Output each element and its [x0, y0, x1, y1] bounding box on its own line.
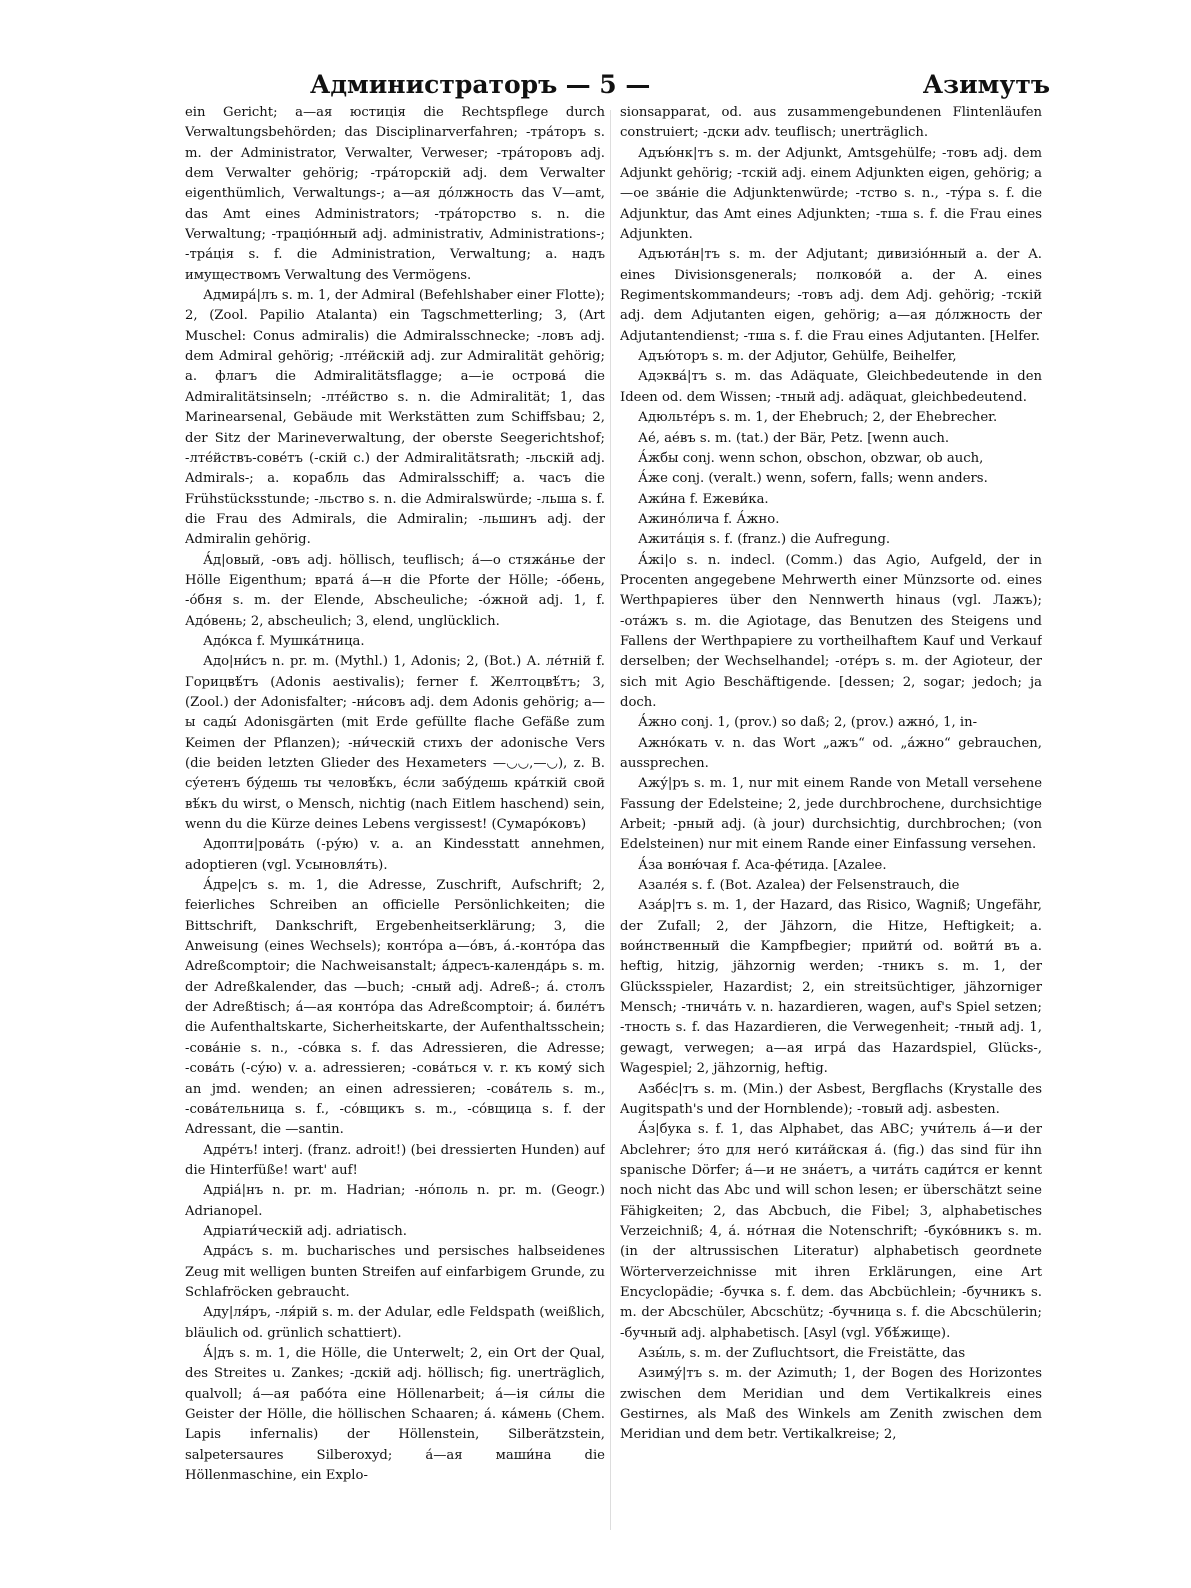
dictionary-entry: sionsapparat, od. aus zusammengebundenen Flintenläufen construiert; -дски adv. teuflisch; unerträglich. [620, 105, 1042, 141]
dictionary-entry: Ажита́ція s. f. (franz.) die Aufregung. [638, 532, 891, 548]
page-header [310, 66, 1050, 106]
dictionary-entry: Адріа́|нъ n. pr. m. Hadrian; -но́поль n. pr. m. (Geogr.) Adrianopel. [185, 1183, 605, 1219]
dictionary-entry: А́жно conj. 1, (prov.) so daß; 2, (prov.) ажно́, 1, in- [638, 715, 978, 731]
dictionary-entry: Адъю́торъ s. m. der Adjutor, Gehülfe, Beihelfer, [638, 349, 957, 365]
dictionary-entry: Адре́тъ! interj. (franz. adroit!) (bei dressierten Hunden) auf die Hinterfüße! wart' auf! [185, 1142, 605, 1178]
dictionary-entry: Ажино́лича f. А́жно. [638, 511, 780, 527]
dictionary-entry: Адюльте́ръ s. m. 1, der Ehebruch; 2, der Ehebrecher. [638, 410, 998, 426]
dictionary-entry: Адмира́|лъ s. m. 1, der Admiral (Befehlshaber einer Flotte); 2, (Zool. Papilio Atalanta) ein Tagschmetterling; 3, (Art Muschel: Conus admiralis) die Admiralsschnecke; -ловъ adj. dem Admiral gehörig; -лте́йскій adj. zur Admiralität gehörig; a. флагъ die Admiralitätsflagge; а—іе острова́ die Admiralitätsinseln; -лте́йство s. n. die Admiralität; 1, das Marinearsenal, Gebäude mit Werkstätten zum Schiffsbau; 2, der Sitz der Marineverwaltung, der oberste Seegerichtshof; -лте́йствъ-сове́тъ (-скій с.) der Admiralitätsrath; -льскій adj. Admirals-; а. корабль das Admiralsschiff; а. часъ die Frühstücksstunde; -льство s. n. die Admiralswürde; -льша s. f. die Frau des Admirals, die Admiralin; -льшинъ adj. der Admiralin gehörig. [185, 288, 605, 548]
dictionary-entry: А́за воню́чая f. Аса-фе́тида. [Azalee. [638, 857, 887, 873]
dictionary-entry: Адо|ни́съ n. pr. m. (Mythl.) 1, Adonis; 2, (Bot.) А. ле́тній f. Горицвѣ́тъ (Adonis aestivalis); ferner f. Желтоцвѣ́тъ; 3, (Zool.) der Adonisfalter; -ни́совъ adj. dem Adonis gehörig; а—ы сады́ Adonisgärten (mit Erde gefüllte flache Gefäße zum Keimen der Pflanzen); -ни́ческій стихъ der adonische Vers (die beiden letzten Glieder des Hexameters —◡◡,—◡), z. B. су́етенъ бу́дешь ты человѣ́къ, е́сли забу́дешь кра́ткій свой вѣ́къ du wirst, o Mensch, nichtig (nach Eitlem haschend) sein, wenn du die Kürze deines Lebens vergissest! (Сумаро́ковъ) [185, 654, 605, 833]
dictionary-entry: ein Gericht; а—ая юстиція die Rechtspflege durch Verwaltungsbehörden; das Disciplinarverfahren; -тра́торъ s. m. der Administrator, Verwalter, Verweser; -тра́торовъ adj. dem Verwalter gehörig; -тра́торскій adj. dem Verwalter eigenthümlich, Verwaltungs-; а—ая до́лжность das V—amt, das Amt eines Administrators; -тра́торство s. n. die Verwaltung; -траціо́нный adj. administrativ, Administrations-; -тра́ція s. f. die Administration, Verwaltung; a. надъ имуществомъ Verwaltung des Vermögens. [185, 105, 605, 283]
dictionary-entry: Адо́кса f. Мушка́тница. [203, 633, 365, 649]
dictionary-entry: А́жі|о s. n. indecl. (Comm.) das Agio, Aufgeld, der in Procenten angegebene Mehrwerth einer Münzsorte od. eines Werthpapieres über den Nennwerth hinaus (vgl. Лажъ); -ота́жъ s. m. die Agiotage, das Benutzen des Steigens und Fallens der Werthpapiere zu vortheilhaftem Kauf und Verkauf derselben; der Wechselhandel; -оте́ръ s. m. der Agioteur, der sich mit Agio Beschäftigende. [dessen; 2, sogar; jedoch; ja doch. [620, 552, 1042, 710]
dictionary-entry: Ае́, ае́въ s. m. (tat.) der Bär, Petz. [wenn auch. [638, 430, 950, 446]
dictionary-entry: Адэква́|тъ s. m. das Adäquate, Gleichbedeutende in den Ideen od. dem Wissen; -тный adj. adäquat, gleichbedeutend. [620, 369, 1042, 405]
dictionary-entry: Азиму́|тъ s. m. der Azimuth; 1, der Bogen des Horizontes zwischen dem Meridian und dem Vertikalkreis eines Gestirnes, als Maß des Winkels am Zenith zwischen dem Meridian und dem betr. Vertikalkreise; 2, [620, 1366, 1042, 1443]
dictionary-entry: Азы́ль, s. m. der Zufluchtsort, die Freistätte, das [638, 1345, 966, 1361]
page-number: — 5 — [565, 70, 651, 99]
right-column [620, 103, 1042, 1543]
dictionary-entry: Адопти|рова́ть (-ру́ю) v. a. an Kindesstatt annehmen, adoptieren (vgl. Усыновля́ть). [185, 837, 605, 873]
dictionary-entry: А́же conj. (veralt.) wenn, sofern, falls; wenn anders. [638, 471, 988, 487]
dictionary-entry: Адра́съ s. m. bucharisches und persisches halbseidenes Zeug mit welligen bunten Streifen auf einfarbigem Grunde, zu Schlafröcken gebraucht. [185, 1244, 605, 1300]
dictionary-entry: Аду|ля́ръ, -ля́рій s. m. der Adular, edle Feldspath (weißlich, bläulich od. grünlich schattiert). [185, 1305, 605, 1341]
dictionary-entry: А́з|бука s. f. 1, das Alphabet, das ABC; учи́тель а́—и der Abclehrer; э́то для него́ кита́йская а́. (fig.) das sind für ihn spanische Dörfer; а́—и не зна́етъ, а чита́ть сади́тся er kennt noch nicht das Abc und will schon lesen; er überschätzt seine Fähigkeiten; 2, das Abcbuch, die Fibel; 3, alphabetisches Verzeichniß; 4, а́. но́тная die Notenschrift; -буко́вникъ s. m. (in der altrussischen Literatur) alphabetisch geordnete Wörterverzeichnisse mit ihren Erklärungen, eine Art Encyclopädie; -бучка s. f. dem. das Abcbüchlein; -бучникъ s. m. der Abcschüler, Abcschütz; -бучница s. f. die Abcschülerin; -бучный adj. alphabetisch. [Asyl (vgl. Убѣ́жище). [620, 1122, 1042, 1341]
dictionary-entry: А́дре|съ s. m. 1, die Adresse, Zuschrift, Aufschrift; 2, feierliches Schreiben an officielle Persönlichkeiten; die Bittschrift, Dankschrift, Ergebenheitserklärung; 3, die Anweisung (eines Wechsels); конто́ра а—о́въ, а́.-конто́ра das Adreßcomptoir; die Nachweisanstalt; а́дресъ-календа́рь s. m. der Adreßkalender, das —buch; -сный adj. Adreß-; а́. столъ der Adreßtisch; а́—ая конто́ра das Adreßcomptoir; а́. биле́тъ die Aufenthaltskarte, Sicherheitskarte, der Aufenthaltsschein; -сова́ніе s. n., -со́вка s. f. das Adressieren, die Adresse; -сова́ть (-су́ю) v. a. adressieren; -сова́тьcя v. r. къ кому́ sich an jmd. wenden; an einen adressieren; -сова́тель s. m., -сова́тельница s. f., -со́вщикъ s. m., -со́вщица s. f. der Adressant, die —santin. [185, 878, 605, 1138]
dictionary-entry: А́|дъ s. m. 1, die Hölle, die Unterwelt; 2, ein Ort der Qual, des Streites u. Zankes; -дскій adj. höllisch; fig. unerträglich, qualvoll; а́—ая рабо́та eine Höllenarbeit; а́—ія си́лы die Geister der Hölle, die höllischen Schaaren; а́. ка́мень (Chem. Lapis infernalis) der Höllenstein, Silberätzstein, salpetersaures Silberoxyd; а́—ая маши́на die Höllenmaschine, ein Explo- [185, 1345, 605, 1484]
dictionary-entry: Ажи́на f. Ежеви́ка. [638, 491, 769, 507]
dictionary-entry: Ажно́кать v. n. das Wort „ажъ“ od. „а́жно“ gebrauchen, aussprechen. [620, 735, 1042, 771]
dictionary-entry: Аза́р|тъ s. m. 1, der Hazard, das Risico, Wagniß; Ungefähr, der Zufall; 2, der Jähzorn, die Hitze, Heftigkeit; а. вои́нственный die Kampfbegier; прийти́ od. войти́ въ а. heftig, hitzig, jähzornig werden; -тникъ s. m. 1, der Glücksspieler, Hazardist; 2, ein streitsüchtiger, jähzorniger Mensch; -тнича́ть v. n. hazardieren, wagen, auf's Spiel setzen; -тность s. f. das Hazardieren, die Verwegenheit; -тный adj. 1, gewagt, verwegen; а—ая игра́ das Hazardspiel, Glücks-, Wagespiel; 2, jähzornig, heftig. [620, 898, 1042, 1077]
dictionary-entry: Ажу́|ръ s. m. 1, nur mit einem Rande von Metall versehene Fassung der Edelsteine; 2, jede durchbrochene, durchsichtige Arbeit; -рный adj. (à jour) durchsichtig, durchbrochen; (von Edelsteinen) nur mit einem Rande einer Einfassung versehen. [620, 776, 1042, 853]
header-first-entry: Администраторъ [310, 70, 558, 99]
header-last-entry: Азимутъ [922, 70, 1050, 99]
column-divider [610, 110, 611, 1530]
dictionary-entry: Адріати́ческій adj. adriatisch. [203, 1223, 407, 1239]
dictionary-entry: А́д|овый, -овъ adj. höllisch, teuflisch; а́—о стяжа́нье der Hölle Eigenthum; врата́ а́—н die Pforte der Hölle; -о́бень, -о́бня s. m. der Elende, Abscheuliche; -о́жной adj. 1, f. Адо́вень; 2, abscheulich; 3, elend, unglücklich. [185, 552, 605, 629]
dictionary-entry: Адъю́нк|тъ s. m. der Adjunkt, Amtsgehülfe; -товъ adj. dem Adjunkt gehörig; -тскій adj. einem Adjunkten eigen, gehörig; а—ое зва́ніе die Adjunktenwürde; -тство s. n., -ту́ра s. f. die Adjunktur, das Amt eines Adjunkten; -тша s. f. die Frau eines Adjunkten. [620, 145, 1042, 243]
dictionary-entry: А́жбы conj. wenn schon, obschon, obzwar, ob auch, [638, 450, 984, 466]
dictionary-entry: Адъюта́н|тъ s. m. der Adjutant; дивизіо́нный а. der A. eines Divisionsgenerals; полково́й а. der A. eines Regimentskommandeurs; -товъ adj. dem Adj. gehörig; -тскій adj. dem Adjutanten eigen, gehörig; а—ая до́лжность der Adjutantendienst; -тша s. f. die Frau eines Adjutanten. [Helfer. [620, 247, 1042, 344]
dictionary-entry: Азале́я s. f. (Bot. Azalea) der Felsenstrauch, die [638, 878, 960, 894]
dictionary-entry: Азбе́с|тъ s. m. (Min.) der Asbest, Bergflachs (Krystalle des Augitspath's und der Hornblende); -товый adj. asbesten. [620, 1081, 1042, 1117]
left-column [185, 103, 605, 1543]
